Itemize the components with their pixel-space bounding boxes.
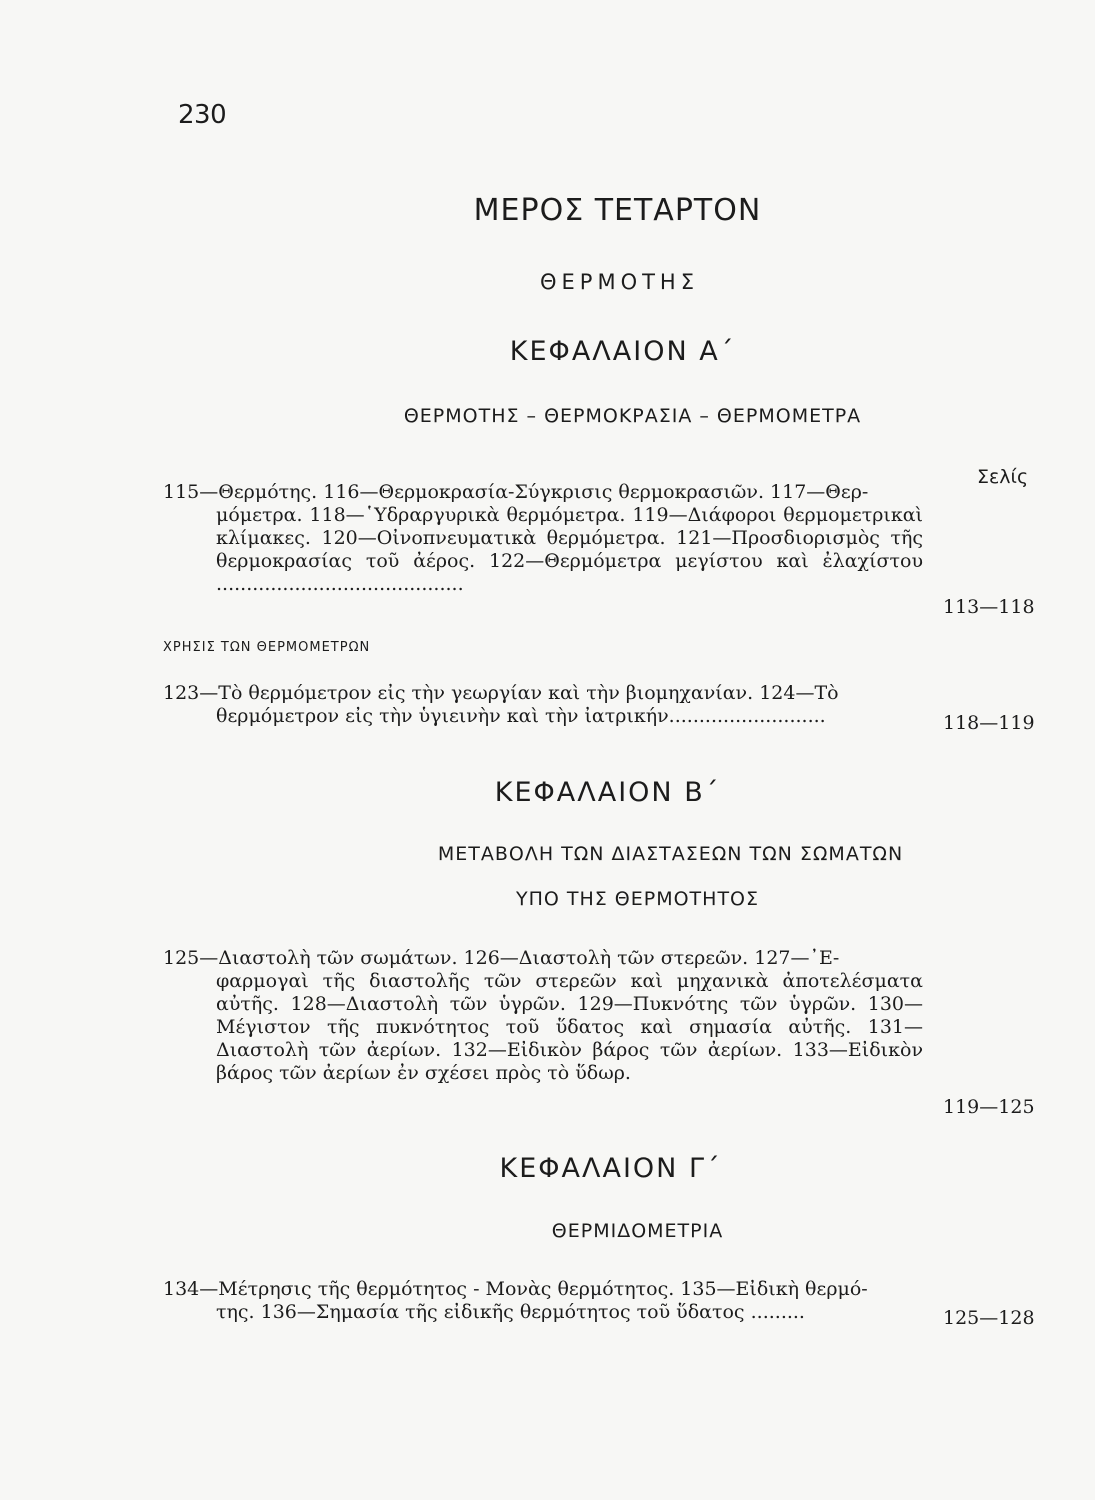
toc-entry <box>163 481 923 596</box>
page-range: 118—119 <box>943 712 1035 734</box>
chapter-a-title: ΚΕΦΑΛΑΙΟΝ Α΄ <box>509 336 736 367</box>
page-range: 119—125 <box>943 1096 1035 1118</box>
section-heading: ΧΡΗΣΙΣ ΤΩΝ ΘΕΡΜΟΜΕΤΡΩΝ <box>163 640 371 655</box>
page-range: 113—118 <box>943 596 1035 618</box>
chapter-b-subtitle-line1: ΜΕΤΑΒΟΛΗ ΤΩΝ ΔΙΑΣΤΑΣΕΩΝ ΤΩΝ ΣΩΜΑΤΩΝ <box>437 843 904 865</box>
toc-entry <box>163 1278 923 1324</box>
chapter-b-title: ΚΕΦΑΛΑΙΟΝ Β΄ <box>494 777 721 808</box>
toc-entry <box>163 947 923 1085</box>
chapter-c-title: ΚΕΦΑΛΑΙΟΝ Γ΄ <box>499 1153 722 1184</box>
chapter-b-subtitle-line2: ΥΠΟ ΤΗΣ ΘΕΡΜΟΤΗΤΟΣ <box>515 888 760 910</box>
toc-entry-text: θερμόμετρον εἰς τὴν ὑγιεινὴν καὶ τὴν ἰατρικήν.......................... <box>216 705 826 727</box>
toc-entry-lead: 125—Διαστολὴ τῶν σωμάτων. 126—Διαστολὴ τῶν στερεῶν. 127—᾿Ε- <box>163 947 840 969</box>
chapter-a-subtitle: ΘΕΡΜΟΤΗΣ – ΘΕΡΜΟΚΡΑΣΙΑ – ΘΕΡΜΟΜΕΤΡΑ <box>403 405 862 427</box>
part-title: ΜΕΡΟΣ ΤΕΤΑΡΤΟΝ <box>473 193 762 228</box>
toc-entry <box>163 682 923 728</box>
toc-entry-lead: 134—Μέτρησις τῆς θερμότητος - Μονὰς θερμότητος. 135—Εἰδικὴ θερμό- <box>163 1278 868 1300</box>
toc-entry-text: της. 136—Σημασία τῆς εἰδικῆς θερμότητος τοῦ ὕδατος ......... <box>216 1301 805 1323</box>
toc-entry-text: μόμετρα. 118—῾Υδραργυρικὰ θερμόμετρα. 119—Διάφοροι θερμομετρικαὶ κλίμακες. 120—Οἰνοπνευματικὰ θερμόμετρα. 121—Προσδιορισμὸς τῆς θερμοκρασίας τοῦ ἀέρος. 122—Θερμόμετρα μεγίστου καὶ ἐλαχίστου ......................................... <box>216 504 923 595</box>
chapter-c-subtitle: ΘΕΡΜΙΔΟΜΕΤΡΙΑ <box>551 1220 724 1242</box>
page-number: 230 <box>178 100 227 130</box>
toc-entry-text: φαρμογαὶ τῆς διαστολῆς τῶν στερεῶν καὶ μηχανικὰ ἀποτελέσματα αὐτῆς. 128—Διαστολὴ τῶν ὑγρῶν. 129—Πυκνότης τῶν ὑγρῶν. 130—Μέγιστον τῆς πυκνότητος τοῦ ὕδατος καὶ σημασία αὐτῆς. 131—Διαστολὴ τῶν ἀερίων. 132—Εἰδικὸν βάρος τῶν ἀερίων. 133—Εἰδικὸν βάρος τῶν ἀερίων ἐν σχέσει πρὸς τὸ ὕδωρ. <box>216 970 923 1084</box>
toc-entry-lead: 123—Τὸ θερμόμετρον εἰς τὴν γεωργίαν καὶ τὴν βιομηχανίαν. 124—Τὸ <box>163 682 839 704</box>
subject-title: ΘΕΡΜΟΤΗΣ <box>540 270 699 294</box>
toc-entry-lead: 115—Θερμότης. 116—Θερμοκρασία-Σύγκρισις θερμοκρασιῶν. 117—Θερ- <box>163 481 869 503</box>
page-range: 125—128 <box>943 1307 1035 1329</box>
pages-column-label: Σελίς <box>977 466 1029 488</box>
